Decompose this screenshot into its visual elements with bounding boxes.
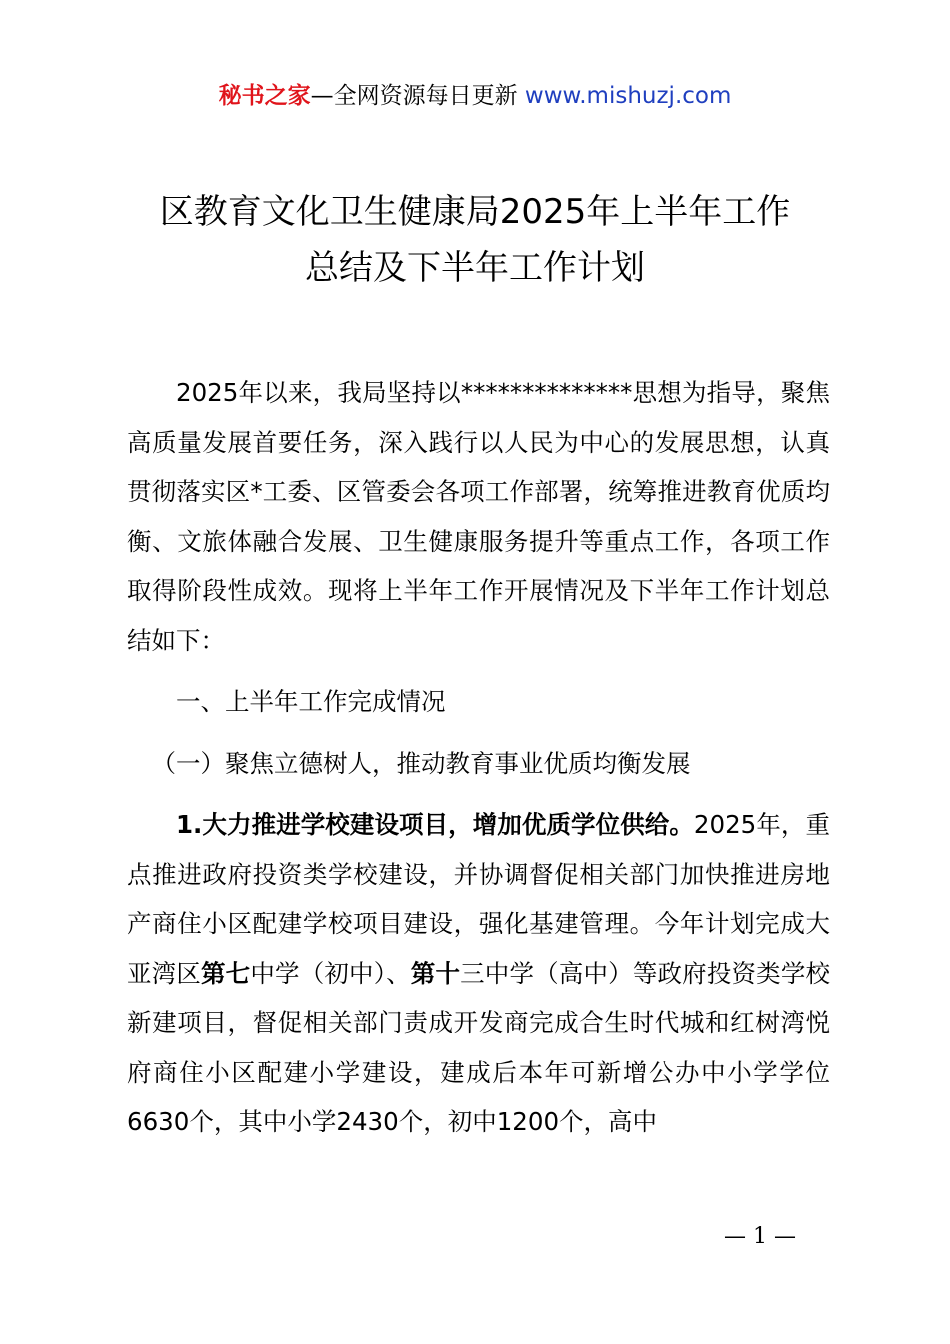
document-title bbox=[0, 184, 950, 296]
site-url-link[interactable]: www.mishuzj.com bbox=[524, 83, 732, 109]
site-banner bbox=[0, 78, 950, 114]
item-bold-d: 第十 bbox=[410, 958, 461, 988]
title-line-2: 总结及下半年工作计划 bbox=[305, 248, 645, 288]
intro-paragraph: 2025年以来，我局坚持以**************思想为指导，聚焦高质量发展首要任务，深入践行以人民为中心的发展思想，认真贯彻落实区*工委、区管委会各项工作部署，统筹推进教育优质均衡、文旅体融合发展、卫生健康服务提升等重点工作，各项工作取得阶段性成效。现将上半年工作开展情况及下半年工作计划总结如下： bbox=[127, 378, 830, 655]
item-text-c: 中学（初中）、 bbox=[250, 958, 411, 988]
brand-name: 秘书之家 bbox=[218, 83, 311, 109]
title-line-1: 区教育文化卫生健康局2025年上半年工作 bbox=[159, 192, 791, 232]
subsection-heading: （一）聚焦立德树人，推动教育事业优质均衡发展 bbox=[151, 748, 691, 778]
item-text-a: 2025年，重点推进政府投资类学校建设，并协调督促相关部门加快推进房地产商住小区配建学校项目建设，强化基建管理。今年计划完成大亚湾区 bbox=[127, 810, 830, 988]
item-bold-b: 第七 bbox=[201, 958, 251, 988]
item-bold-lead: 1.大力推进学校建设项目，增加优质学位供给。 bbox=[176, 810, 694, 839]
item-text-e: 三中学（高中）等政府投资类学校新建项目，督促相关部门责成开发商完成合生时代城和红树湾悦府商住小区配建小学建设，建成后本年可新增公办中小学学位6630个，其中小学2430个，初中1200个，高中 bbox=[127, 958, 831, 1136]
page-number: — 1 — bbox=[724, 1224, 796, 1249]
section-heading: 一、上半年工作完成情况 bbox=[176, 687, 446, 716]
document-body bbox=[127, 368, 830, 1147]
brand-tagline: —全网资源每日更新 bbox=[310, 83, 518, 109]
item-paragraph bbox=[127, 800, 830, 1147]
